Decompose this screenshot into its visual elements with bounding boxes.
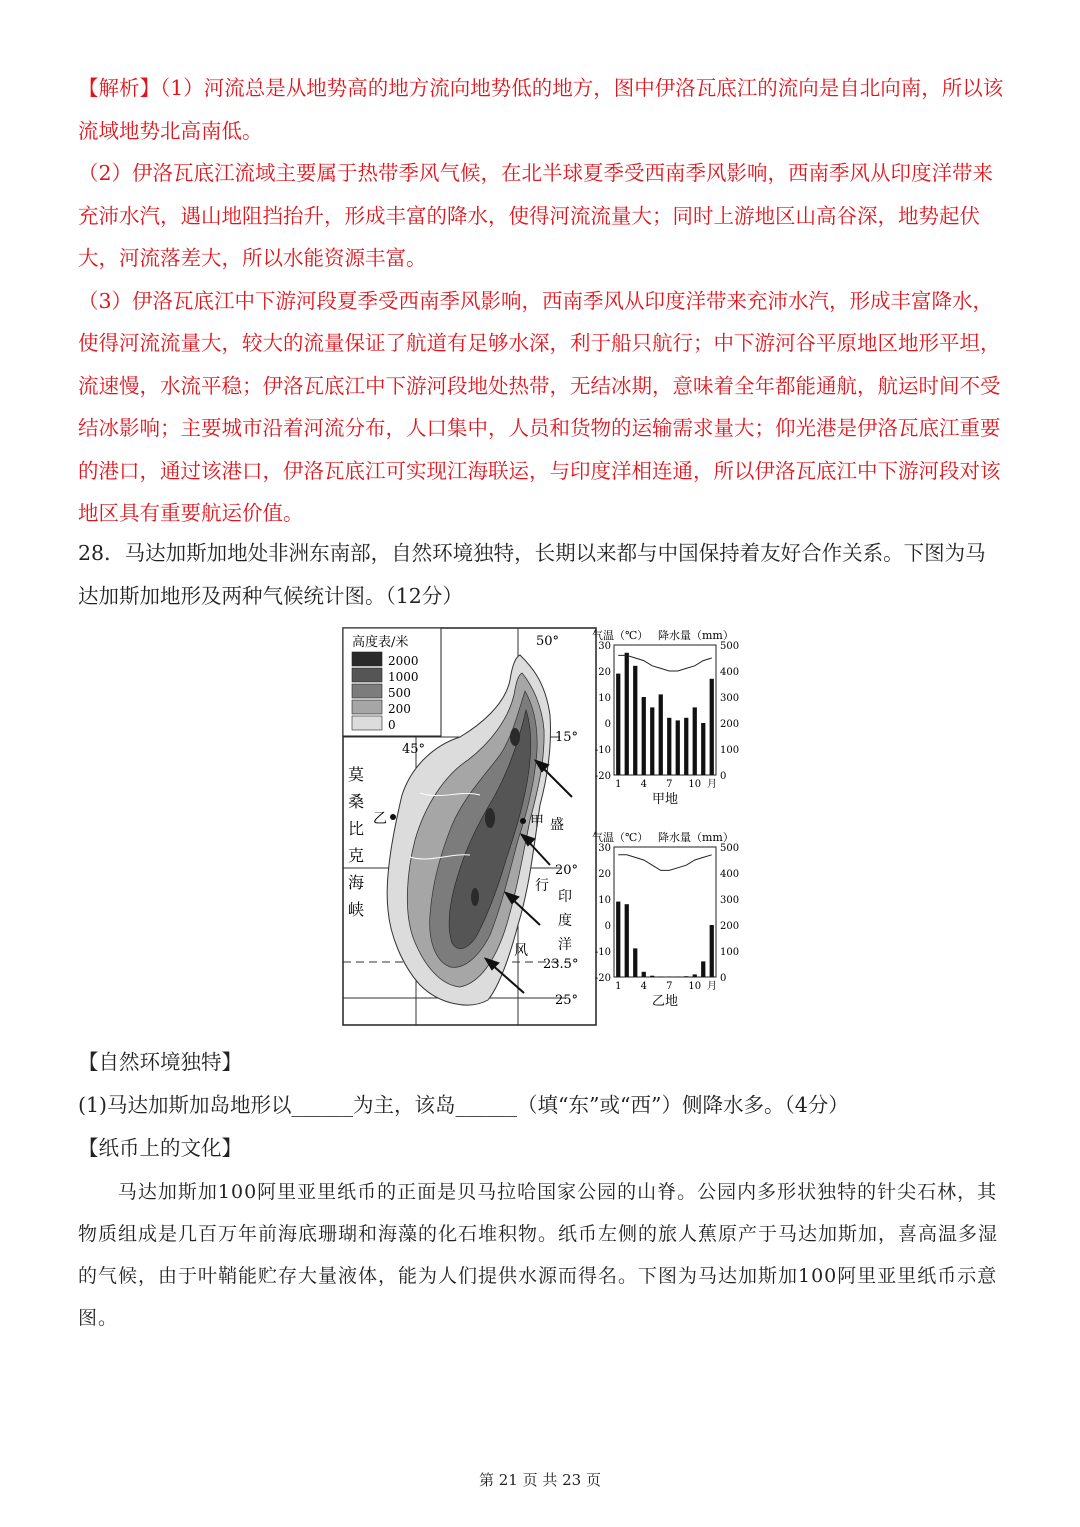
precip-bar xyxy=(701,961,705,977)
legend-swatch xyxy=(352,684,382,698)
temp-tick: 0 xyxy=(604,719,611,730)
temp-tick: 20 xyxy=(598,869,611,880)
precip-axis-label: 降水量（mm） xyxy=(658,831,734,844)
precip-bar xyxy=(642,972,646,977)
plot-frame xyxy=(614,645,716,775)
page-footer: 第 21 页 共 23 页 xyxy=(478,1471,601,1489)
legend-swatch xyxy=(352,716,382,730)
precip-bar xyxy=(693,974,697,977)
map-char: 克 xyxy=(348,846,365,865)
map-char: 比 xyxy=(348,819,365,838)
precip-bar xyxy=(710,925,714,977)
precip-tick: 500 xyxy=(720,641,740,652)
lat-25-label: 25° xyxy=(555,993,579,1008)
legend-swatch xyxy=(352,652,382,666)
precip-tick: 100 xyxy=(720,745,740,756)
point-jia-marker xyxy=(520,818,526,824)
temperature-line xyxy=(618,855,712,871)
lat-15-label: 15° xyxy=(555,730,579,745)
precip-bar xyxy=(625,653,629,775)
wind-char: 行 xyxy=(535,878,549,894)
legend-level-label: 2000 xyxy=(388,654,419,668)
precip-tick: 400 xyxy=(720,667,740,678)
month-tick: 4 xyxy=(640,981,647,992)
point-yi-marker xyxy=(390,814,396,820)
temperature-line xyxy=(618,655,712,671)
climate-chart-yi xyxy=(592,830,739,1009)
precip-bar xyxy=(642,697,646,775)
precip-bar xyxy=(650,707,654,775)
peak-central xyxy=(485,808,495,828)
banknote-passage: 马达加斯加100阿里亚里纸币的正面是贝马拉哈国家公园的山脊。公园内多形状独特的针尖石林，其物质组成是几百万年前海底珊瑚和海藻的化石堆积物。纸币左侧的旅人蕉原产于马达加斯加，喜高温多湿的气候，由于叶鞘能贮存大量液体，能为人们提供水源而得名。下图为马达加斯加100阿里亚里纸币示意图。 xyxy=(78,1181,999,1329)
precip-bar xyxy=(616,902,620,977)
month-tick: 月 xyxy=(707,981,717,992)
map-char: 峡 xyxy=(348,900,365,919)
figure-svg xyxy=(340,625,745,1030)
station-title: 甲地 xyxy=(651,792,679,807)
section-natural-environment: 【自然环境独特】 xyxy=(78,1050,242,1074)
analysis-part-3: （3）伊洛瓦底江中下游河段夏季受西南季风影响，西南季风从印度洋带来充沛水汽，形成丰富降水，使得河流流量大，较大的流量保证了航道有足够水深，利于船只航行；中下游河谷平原地区地形平坦，流速慢，水流平稳；伊洛瓦底江中下游河段地处热带，无结冰期，意味着全年都能通航，航运时间不受结冰影响；主要城市沿着河流分布，人口集中，人员和货物的运输需求量大；仰光港是伊洛瓦底江重要的港口，通过该港口，伊洛瓦底江可实现江海联运，与印度洋相连通，所以伊洛瓦底江中下游河段对该地区具有重要航运价值。 xyxy=(78,288,1001,525)
precip-bar xyxy=(659,694,663,775)
legend-level-label: 500 xyxy=(388,686,411,700)
legend-level-label: 0 xyxy=(388,718,396,732)
precip-bar xyxy=(710,679,714,775)
lat-23-5-label: 23.5° xyxy=(543,957,579,972)
precip-bar xyxy=(616,674,620,775)
legend-swatch xyxy=(352,668,382,682)
temp-axis-label: 气温（℃） xyxy=(592,831,649,844)
temp-tick: -20 xyxy=(594,771,611,782)
temp-tick: 10 xyxy=(598,895,611,906)
madagascar-figure xyxy=(340,625,745,1030)
indian-ocean-label xyxy=(558,889,572,953)
map-char: 海 xyxy=(348,873,365,892)
lon-45-label: 45° xyxy=(402,742,426,757)
precip-bar xyxy=(633,666,637,775)
precip-bar xyxy=(676,720,680,775)
point-jia-label: 甲 xyxy=(530,814,544,830)
temp-tick: 0 xyxy=(604,921,611,932)
precip-bar xyxy=(667,718,671,775)
temp-tick: -10 xyxy=(594,947,611,958)
terrain-map xyxy=(343,628,596,1025)
month-tick: 7 xyxy=(666,981,673,992)
legend-title: 高度表/米 xyxy=(352,635,409,650)
precip-bar xyxy=(684,718,688,775)
wind-char: 盛 xyxy=(550,817,564,833)
month-tick: 4 xyxy=(640,779,647,790)
temp-tick: 30 xyxy=(598,843,611,854)
temp-tick: -20 xyxy=(594,973,611,984)
precip-tick: 400 xyxy=(720,869,740,880)
temp-axis-label: 气温（℃） xyxy=(592,629,649,642)
analysis-part-1: 【解析】（1）河流总是从地势高的地方流向地势低的地方，图中伊洛瓦底江的流向是自北向南，所以该流域地势北高南低。 xyxy=(78,76,1004,143)
precip-axis-label: 降水量（mm） xyxy=(658,629,734,642)
question-28-intro: 28．马达加斯加地处非洲东南部，自然环境独特，长期以来都与中国保持着友好合作关系。下图为马达加斯加地形及两种气候统计图。（12分） xyxy=(78,541,986,608)
question-28-1: (1)马达加斯加岛地形以______为主，该岛______（填“东”或“西”）侧降水多。（4分） xyxy=(78,1093,849,1117)
precip-tick: 200 xyxy=(720,921,740,932)
precip-tick: 100 xyxy=(720,947,740,958)
precip-tick: 500 xyxy=(720,843,740,854)
map-char: 度 xyxy=(558,913,572,929)
temp-tick: -10 xyxy=(594,745,611,756)
month-tick: 10 xyxy=(688,779,702,790)
precip-bar xyxy=(633,948,637,977)
wind-char: 风 xyxy=(514,943,528,959)
plot-frame xyxy=(614,847,716,977)
lat-20-label: 20° xyxy=(555,863,579,878)
precip-bar xyxy=(667,976,671,977)
precip-bar xyxy=(693,707,697,775)
legend-level-label: 200 xyxy=(388,702,411,716)
precip-tick: 200 xyxy=(720,719,740,730)
month-tick: 月 xyxy=(707,779,717,790)
precip-bar xyxy=(701,723,705,775)
map-char: 印 xyxy=(558,889,572,905)
station-title: 乙地 xyxy=(651,994,679,1009)
map-char: 桑 xyxy=(348,792,365,811)
precip-bar xyxy=(625,904,629,977)
precip-tick: 0 xyxy=(720,973,727,984)
section-banknote-culture: 【纸币上的文化】 xyxy=(78,1136,242,1160)
precip-bar xyxy=(676,976,680,977)
legend-level-label: 1000 xyxy=(388,670,419,684)
legend-swatch xyxy=(352,700,382,714)
climate-chart-jia xyxy=(592,628,739,807)
map-char: 莫 xyxy=(348,765,365,784)
point-yi-label: 乙 xyxy=(373,811,387,827)
month-tick: 1 xyxy=(615,779,622,790)
month-tick: 1 xyxy=(615,981,622,992)
month-tick: 7 xyxy=(666,779,673,790)
precip-tick: 300 xyxy=(720,693,740,704)
peak-north xyxy=(510,728,520,746)
precip-tick: 0 xyxy=(720,771,727,782)
map-char: 洋 xyxy=(558,937,572,953)
lon-50-label: 50° xyxy=(536,634,560,649)
temp-tick: 10 xyxy=(598,693,611,704)
peak-south xyxy=(471,888,479,906)
analysis-block xyxy=(78,67,1006,535)
analysis-part-2: （2）伊洛瓦底江流域主要属于热带季风气候，在北半球夏季受西南季风影响，西南季风从印度洋带来充沛水汽，遇山地阻挡抬升，形成丰富的降水，使得河流流量大；同时上游地区山高谷深，地势起伏大，河流落差大，所以水能资源丰富。 xyxy=(78,161,994,270)
precip-bar xyxy=(659,976,663,977)
precip-bar xyxy=(650,976,654,977)
precip-bar xyxy=(684,976,688,977)
month-tick: 10 xyxy=(688,981,702,992)
precip-tick: 300 xyxy=(720,895,740,906)
temp-tick: 30 xyxy=(598,641,611,652)
temp-tick: 20 xyxy=(598,667,611,678)
